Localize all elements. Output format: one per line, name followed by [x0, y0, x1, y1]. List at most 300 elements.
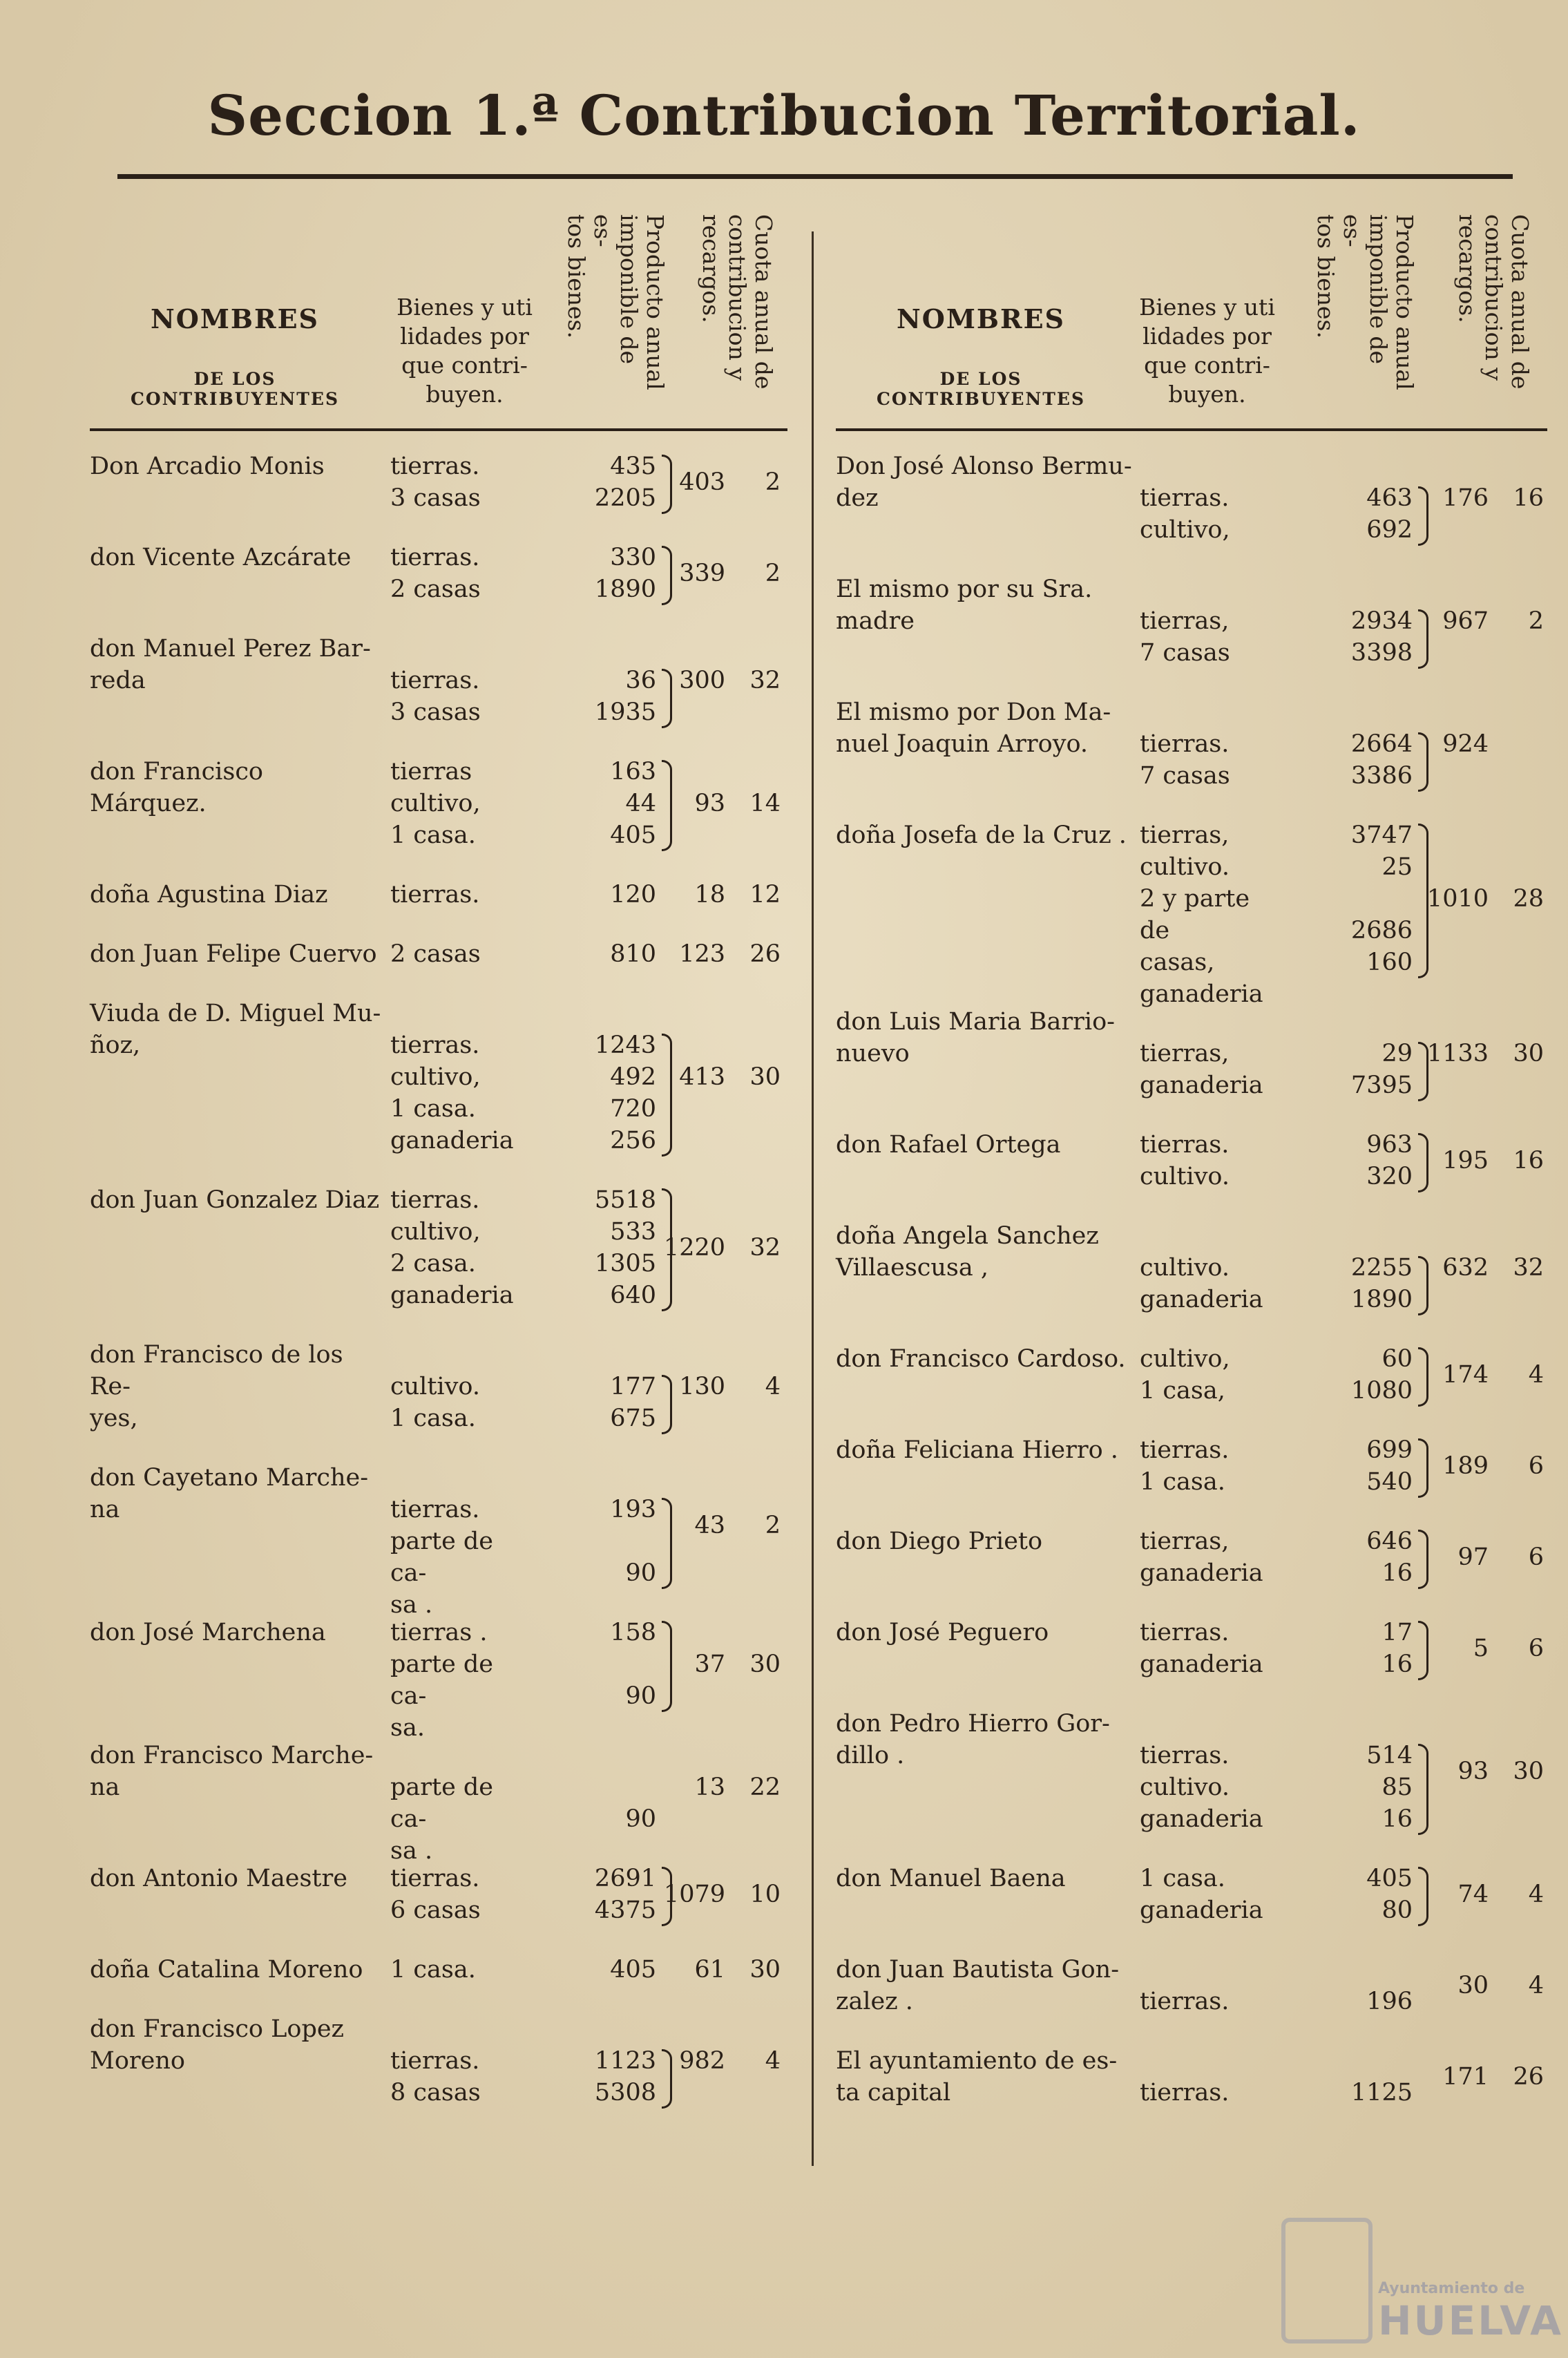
table-row [90, 542, 787, 605]
product-value [1295, 450, 1413, 482]
product-values [1295, 1343, 1413, 1407]
header-nombres [836, 303, 1126, 409]
cuota-reales: 130 [679, 1373, 725, 1400]
table-row [836, 1863, 1547, 1926]
table-row [836, 1954, 1547, 2017]
product-values [1295, 2045, 1413, 2109]
asset-list [390, 1462, 528, 1621]
contributor-name: don Juan Felipe Cuervo [90, 940, 377, 968]
cuota-value [1399, 2061, 1544, 2093]
asset-item: 1 casa. [390, 1095, 476, 1123]
product-value [539, 1462, 656, 1494]
cuota-maravedis: 32 [749, 1234, 781, 1262]
contributor-name: don Francisco de los Re- yes, [90, 1341, 343, 1432]
asset-item: parte de ca- [390, 1774, 494, 1833]
cuota-maravedis: 10 [749, 1881, 781, 1908]
asset-list [1140, 1954, 1278, 2017]
cuota-reales: 123 [679, 940, 725, 968]
right-entries [836, 450, 1547, 2136]
asset-list [390, 879, 528, 911]
product-value: 36 [625, 667, 656, 694]
product-value: 330 [610, 544, 656, 571]
header-producto: Producto anual imponible de es- tos bienes. [563, 214, 669, 390]
asset-list [1140, 696, 1278, 792]
cuota-reales: 5 [1473, 1635, 1489, 1662]
table-row [836, 696, 1547, 792]
table-row [836, 1006, 1547, 1101]
asset-item: ganaderia [1140, 1559, 1263, 1587]
product-value [539, 1339, 656, 1371]
cuota-maravedis: 2 [1528, 607, 1544, 635]
product-value: 1125 [1350, 2079, 1413, 2107]
product-value: 540 [1366, 1468, 1413, 1496]
cuota-maravedis: 26 [1513, 2063, 1544, 2091]
cuota-reales: 967 [1442, 607, 1489, 635]
asset-list [1140, 819, 1278, 1010]
cuota-reales: 924 [1442, 730, 1489, 758]
product-value: 90 [625, 1682, 656, 1710]
asset-item: tierras, [1140, 1040, 1230, 1067]
product-value: 163 [610, 758, 656, 786]
header-nombres [90, 303, 380, 409]
asset-list [390, 633, 528, 728]
asset-item: 1 casa. [1140, 1865, 1225, 1892]
table-row [836, 1617, 1547, 1680]
cuota-value [635, 879, 781, 911]
cuota-maravedis: 4 [765, 1373, 781, 1400]
cuota-maravedis: 16 [1513, 1147, 1544, 1175]
asset-item: 1 casa. [390, 821, 476, 849]
asset-item [1140, 450, 1278, 482]
product-value: 2205 [594, 484, 656, 512]
product-value [1295, 573, 1413, 605]
asset-list [1140, 573, 1278, 669]
asset-item: parte de ca- [390, 1528, 494, 1587]
product-value: 29 [1381, 1040, 1413, 1067]
cuota-reales: 339 [679, 560, 725, 587]
asset-item: sa . [390, 1591, 433, 1619]
product-value: 256 [610, 1127, 656, 1154]
cuota-value [635, 1648, 781, 1680]
asset-list [390, 1339, 528, 1434]
product-value: 1305 [594, 1250, 656, 1277]
product-value: 80 [1381, 1896, 1413, 1924]
product-value: 405 [610, 1956, 656, 1984]
product-value [539, 2013, 656, 2045]
asset-item [1140, 1220, 1278, 1252]
cuota-maravedis: 30 [749, 1651, 781, 1678]
asset-list [390, 450, 528, 514]
asset-item: cultivo. [1140, 1254, 1230, 1282]
product-values [1295, 1006, 1413, 1101]
asset-item: tierras. [390, 1031, 480, 1059]
product-value: 90 [625, 1805, 656, 1833]
asset-item: cultivo, [390, 790, 481, 817]
cuota-reales: 30 [1457, 1972, 1489, 1999]
cuota-maravedis: 2 [765, 1512, 781, 1539]
cuota-reales: 1010 [1426, 885, 1489, 913]
cuota-reales: 982 [679, 2047, 725, 2075]
product-value: 60 [1381, 1345, 1413, 1373]
asset-item [390, 1740, 528, 1771]
cuota-reales: 74 [1457, 1881, 1489, 1908]
asset-item: cultivo. [1140, 1163, 1230, 1190]
cuota-maravedis: 32 [1513, 1254, 1544, 1282]
cuota-value [1399, 1252, 1544, 1284]
asset-item: cultivo. [390, 1373, 480, 1400]
product-value: 1890 [1350, 1286, 1413, 1313]
product-value: 699 [1366, 1436, 1413, 1464]
product-value: 1080 [1350, 1377, 1413, 1405]
asset-list [1140, 1220, 1278, 1315]
cuota-reales: 413 [679, 1063, 725, 1091]
product-value: 1243 [594, 1031, 656, 1059]
contributor-name: doña Agustina Diaz [90, 881, 328, 909]
product-values [1295, 1434, 1413, 1498]
product-values [1295, 1220, 1413, 1315]
asset-item: 1 casa. [1140, 1468, 1225, 1496]
asset-item: tierras . [390, 1619, 488, 1646]
table-row [836, 450, 1547, 546]
asset-item: ganaderia [1140, 980, 1263, 1008]
asset-item: sa. [390, 1714, 425, 1742]
table-row [836, 1343, 1547, 1407]
cuota-maravedis: 14 [749, 790, 781, 817]
asset-item: tierras [390, 758, 472, 786]
product-value: 1890 [594, 576, 656, 603]
asset-list [390, 2013, 528, 2109]
asset-item [390, 998, 528, 1029]
cuota-maravedis: 4 [1528, 1881, 1544, 1908]
asset-item: parte de ca- [390, 1651, 494, 1710]
asset-item [1140, 696, 1278, 728]
asset-item: tierras. [390, 544, 480, 571]
cuota-maravedis: 2 [765, 468, 781, 496]
cuota-reales: 1133 [1426, 1040, 1489, 1067]
product-value: 5308 [594, 2079, 656, 2107]
cuota-value [1399, 1970, 1544, 2002]
asset-item: tierras. [1140, 1988, 1230, 2015]
product-value [1295, 1006, 1413, 1038]
contributor-name: don Manuel Perez Bar- reda [90, 635, 371, 694]
contributor-name: don Diego Prieto [836, 1528, 1043, 1555]
product-values [1295, 1617, 1413, 1680]
asset-item: tierras, [1140, 821, 1230, 849]
cuota-value [635, 1232, 781, 1264]
asset-item: cultivo, [390, 1218, 481, 1246]
asset-list [390, 1740, 528, 1867]
asset-item: 1 casa, [1140, 1377, 1225, 1405]
left-entries [90, 450, 787, 2136]
cuota-maravedis: 30 [1513, 1040, 1544, 1067]
header-bienes: Bienes y uti lidades por que contri- buyen. [1139, 294, 1275, 408]
asset-item: 1 casa. [390, 1956, 476, 1984]
asset-item [1140, 2045, 1278, 2077]
asset-item [390, 2013, 528, 2045]
product-value [1295, 1220, 1413, 1252]
contributor-name: El mismo por Don Ma- nuel Joaquin Arroyo. [836, 698, 1111, 758]
table-row [90, 1740, 787, 1865]
cuota-value [635, 1061, 781, 1093]
cuota-reales: 171 [1442, 2063, 1489, 2091]
asset-item: tierras. [1140, 1131, 1230, 1159]
table-row [90, 756, 787, 851]
header-contribuyentes-label: DE LOS CONTRIBUYENTES [131, 369, 339, 409]
cuota-value [635, 558, 781, 589]
table-row [90, 633, 787, 728]
table-row [90, 2013, 787, 2109]
table-row [90, 998, 787, 1157]
asset-item: tierras. [1140, 484, 1230, 512]
cuota-value [635, 1771, 781, 1803]
cuota-value [635, 665, 781, 696]
asset-list [390, 1617, 528, 1744]
asset-item: tierras, [1140, 1528, 1230, 1555]
asset-list [1140, 450, 1278, 546]
contributor-name: don Francisco Márquez. [90, 758, 263, 817]
product-value: 963 [1366, 1131, 1413, 1159]
cuota-maravedis: 30 [1513, 1758, 1544, 1785]
product-value: 90 [625, 1559, 656, 1587]
product-value: 2934 [1350, 607, 1413, 635]
cuota-reales: 189 [1442, 1452, 1489, 1480]
asset-item [1140, 573, 1278, 605]
cuota-value [635, 466, 781, 498]
cuota-value [1399, 605, 1544, 637]
product-value: 16 [1381, 1651, 1413, 1678]
product-value: 492 [610, 1063, 656, 1091]
asset-item: cultivo, [1140, 1345, 1230, 1373]
cuota-value [635, 1510, 781, 1541]
asset-item: 2 casas [390, 576, 481, 603]
header-cuota: Cuota anual de contribucion y recargos. [698, 214, 777, 390]
asset-list [1140, 1434, 1278, 1498]
product-value: 514 [1366, 1742, 1413, 1769]
contributor-name: don Pedro Hierro Gor- dillo . [836, 1710, 1110, 1769]
cuota-maravedis: 4 [765, 2047, 781, 2075]
asset-item [390, 633, 528, 665]
left-table-header [90, 200, 787, 431]
contributor-name: doña Feliciana Hierro . [836, 1436, 1118, 1464]
cuota-maravedis: 28 [1513, 885, 1544, 913]
product-value: 463 [1366, 484, 1413, 512]
cuota-value [1399, 1450, 1544, 1482]
asset-item: 7 casas [1140, 639, 1230, 667]
cuota-maravedis: 16 [1513, 484, 1544, 512]
contributor-name: don José Marchena [90, 1619, 326, 1646]
cuota-value [1399, 1879, 1544, 1910]
asset-list [390, 1863, 528, 1926]
asset-item [390, 1462, 528, 1494]
cuota-maravedis: 2 [765, 560, 781, 587]
asset-list [390, 998, 528, 1157]
contributor-name: El ayuntamiento de es- ta capital [836, 2047, 1118, 2107]
cuota-maravedis: 4 [1528, 1361, 1544, 1389]
asset-item [1140, 1954, 1278, 1986]
asset-list [390, 542, 528, 605]
header-producto: Producto anual imponible de es- tos bienes. [1312, 214, 1418, 390]
contributor-name: don Francisco Lopez Moreno [90, 2015, 344, 2075]
cuota-maravedis: 22 [749, 1774, 781, 1801]
product-value: 720 [610, 1095, 656, 1123]
cuota-maravedis: 30 [749, 1063, 781, 1091]
cuota-value [635, 1371, 781, 1403]
asset-item: tierras, [1140, 607, 1230, 635]
asset-item: tierras. [1140, 1436, 1230, 1464]
table-row [90, 1184, 787, 1311]
asset-item: 2 y parte de [1140, 885, 1250, 944]
header-bienes: Bienes y uti lidades por que contri- buyen. [396, 294, 533, 408]
asset-item: tierras. [1140, 1619, 1230, 1646]
contributor-name: don Rafael Ortega [836, 1131, 1061, 1159]
product-value: 120 [610, 881, 656, 909]
product-value: 435 [610, 453, 656, 480]
product-value: 320 [1366, 1163, 1413, 1190]
table-row [836, 1220, 1547, 1315]
cuota-maravedis: 6 [1528, 1543, 1544, 1571]
product-value: 44 [625, 790, 656, 817]
contributor-name: Don Arcadio Monis [90, 453, 325, 480]
cuota-value [1399, 1633, 1544, 1664]
product-value: 810 [610, 940, 656, 968]
cuota-value [1399, 1541, 1544, 1573]
cuota-reales: 97 [1457, 1543, 1489, 1571]
cuota-value [1399, 883, 1544, 915]
asset-item: ganaderia [1140, 1651, 1263, 1678]
cuota-reales: 176 [1442, 484, 1489, 512]
contributor-name: don Juan Gonzalez Diaz [90, 1186, 380, 1214]
product-value: 1123 [594, 2047, 656, 2075]
cuota-reales: 61 [694, 1956, 725, 1984]
asset-item: 3 casas [390, 698, 481, 726]
asset-item: tierras. [1140, 1742, 1230, 1769]
contributor-name: doña Josefa de la Cruz . [836, 821, 1127, 849]
product-values [1295, 1525, 1413, 1589]
column-divider [812, 231, 814, 2166]
asset-list [1140, 1129, 1278, 1192]
table-row [836, 1434, 1547, 1498]
product-value: 533 [610, 1218, 656, 1246]
contributor-name: Don José Alonso Bermu- dez [836, 453, 1132, 512]
table-row [90, 1863, 787, 1926]
product-value: 3747 [1350, 821, 1413, 849]
asset-item: cultivo, [1140, 516, 1230, 544]
contributor-name: Viuda de D. Miguel Mu- ñoz, [90, 1000, 381, 1059]
cuota-reales: 632 [1442, 1254, 1489, 1282]
product-value: 405 [1366, 1865, 1413, 1892]
product-values [1295, 1129, 1413, 1192]
product-value: 158 [610, 1619, 656, 1646]
asset-list [1140, 1343, 1278, 1407]
asset-item [390, 1339, 528, 1371]
asset-item: 6 casas [390, 1896, 481, 1924]
cuota-value [635, 788, 781, 819]
product-value: 5518 [594, 1186, 656, 1214]
asset-list [390, 938, 528, 970]
asset-item: cultivo, [390, 1063, 481, 1091]
product-value [539, 633, 656, 665]
product-value: 2664 [1350, 730, 1413, 758]
cuota-value [1399, 482, 1544, 514]
asset-list [1140, 1863, 1278, 1926]
page-title: Seccion 1.ª Contribucion Territorial. [207, 83, 1361, 148]
asset-item: tierras. [390, 2047, 480, 2075]
product-values [1295, 1954, 1413, 2017]
asset-item: tierras. [390, 667, 480, 694]
contributor-name: don Francisco Marche- na [90, 1742, 374, 1801]
asset-item: 8 casas [390, 2079, 481, 2107]
header-nombres-label: NOMBRES [896, 303, 1065, 334]
cuota-reales: 93 [694, 790, 725, 817]
product-value: 16 [1381, 1559, 1413, 1587]
header-cuota: Cuota anual de contribucion y recargos. [1454, 214, 1533, 390]
cuota-value [1399, 1756, 1544, 1787]
asset-item: cultivo. [1140, 853, 1230, 881]
product-value [1295, 696, 1413, 728]
asset-list [1140, 1525, 1278, 1589]
contributor-name: don Luis Maria Barrio- nuevo [836, 1008, 1115, 1067]
contributor-name: doña Catalina Moreno [90, 1956, 363, 1984]
cuota-value [635, 1954, 781, 1986]
right-table-header [836, 200, 1547, 431]
asset-item [1140, 1708, 1278, 1740]
brace-icon [662, 1034, 672, 1157]
table-row [836, 819, 1547, 1008]
asset-item: ganaderia [390, 1127, 514, 1154]
product-value: 17 [1381, 1619, 1413, 1646]
contributor-name: don Antonio Maestre [90, 1865, 347, 1892]
right-column [836, 200, 1547, 2136]
asset-item: casas, [1140, 949, 1215, 976]
table-row [836, 1708, 1547, 1835]
watermark [1378, 2280, 1563, 2344]
product-values [1295, 1863, 1413, 1926]
cuota-value [635, 2045, 781, 2077]
contributor-name: don José Peguero [836, 1619, 1049, 1646]
product-value: 1935 [594, 698, 656, 726]
contributor-name: don Juan Bautista Gon- zalez . [836, 1956, 1120, 2015]
product-values [1295, 696, 1413, 792]
product-value: 646 [1366, 1528, 1413, 1555]
cuota-value [1399, 1145, 1544, 1177]
title-rule [117, 174, 1513, 179]
contributor-name: don Francisco Cardoso. [836, 1345, 1126, 1373]
product-value: 196 [1366, 1988, 1413, 2015]
product-value: 16 [1381, 1805, 1413, 1833]
product-value: 2686 [1350, 917, 1413, 944]
cuota-reales: 300 [679, 667, 725, 694]
table-row [90, 450, 787, 514]
asset-list [390, 1954, 528, 1986]
table-row [90, 1462, 787, 1619]
header-contribuyentes-label: DE LOS CONTRIBUYENTES [877, 369, 1085, 409]
contributor-name: don Vicente Azcárate [90, 544, 352, 571]
table-row [90, 1339, 787, 1434]
asset-list [390, 1184, 528, 1311]
product-value [539, 1740, 656, 1771]
cuota-maravedis: 26 [749, 940, 781, 968]
asset-list [1140, 1006, 1278, 1101]
cuota-maravedis: 12 [749, 881, 781, 909]
huelva-seal-icon [1281, 2218, 1373, 2343]
cuota-value [1399, 1038, 1544, 1069]
asset-item: 2 casas [390, 940, 481, 968]
asset-item: ganaderia [1140, 1805, 1263, 1833]
cuota-reales: 18 [694, 881, 725, 909]
product-value: 85 [1381, 1774, 1413, 1801]
cuota-reales: 1079 [663, 1881, 725, 1908]
asset-item: tierras. [390, 1865, 480, 1892]
